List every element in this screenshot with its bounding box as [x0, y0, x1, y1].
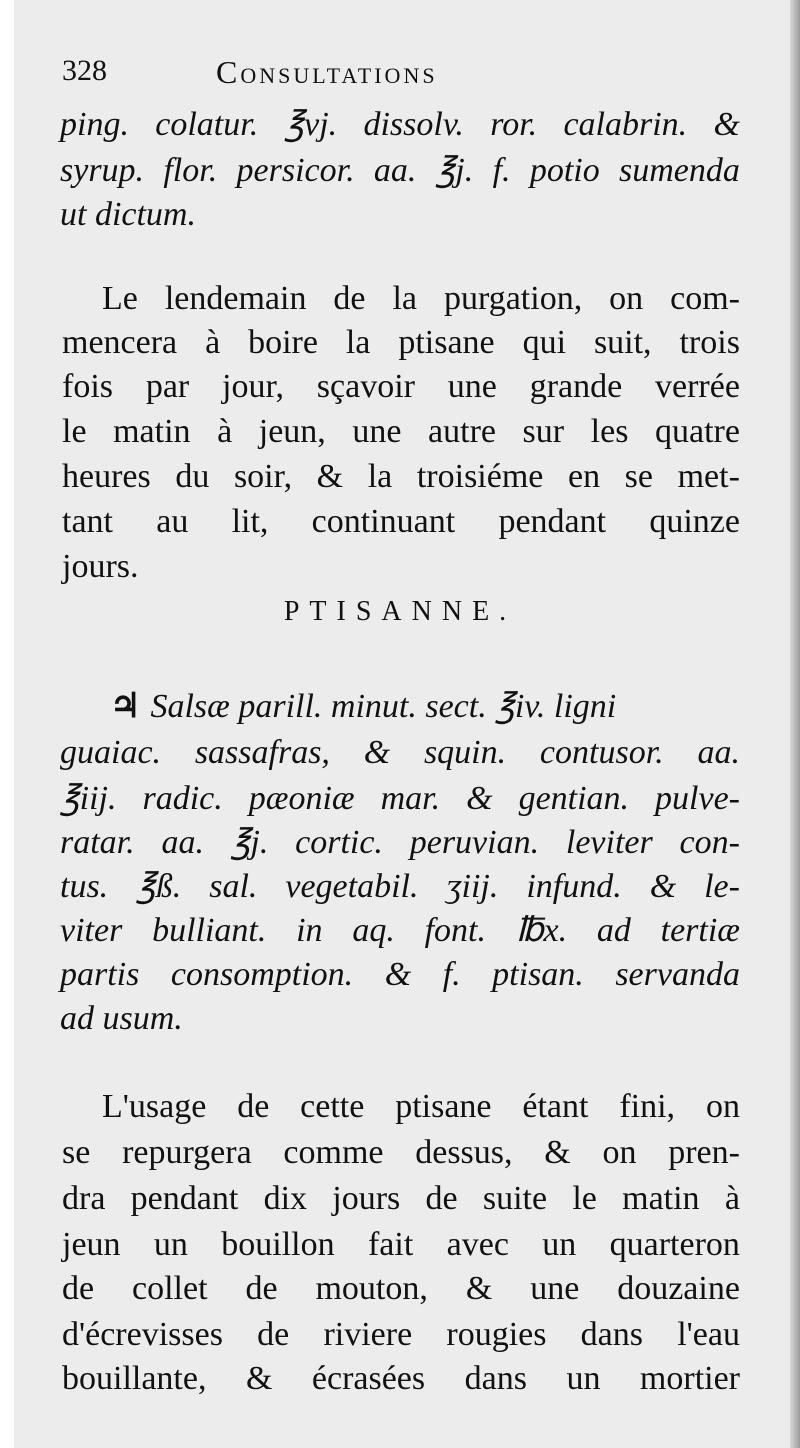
- text-line: le matin à jeun, une autre sur les quatre: [62, 413, 740, 450]
- running-head: Consultations: [216, 54, 438, 90]
- latin-line: syrup. flor. persicor. aa. ℥j. f. potio sumenda: [60, 152, 740, 189]
- text-line: heures du soir, & la troisiéme en se met-: [62, 458, 740, 495]
- latin-line: Salsæ parill. minut. sect. ℥iv. ligni: [150, 688, 617, 725]
- page-number: 328: [62, 54, 107, 87]
- section-title: PTISANNE.: [283, 596, 517, 627]
- text-line: d'écrevisses de riviere rougies dans l'eau: [62, 1316, 740, 1353]
- recipe-first-line: [110, 690, 740, 724]
- latin-line: viter bulliant. in aq. font. ℔x. ad tertiæ: [60, 912, 740, 949]
- text-line: fois par jour, sçavoir une grande verrée: [62, 368, 740, 405]
- text-line: de collet de mouton, & une douzaine: [62, 1270, 740, 1307]
- latin-line: ad usum.: [60, 1000, 183, 1037]
- text-line: dra pendant dix jours de suite le matin à: [62, 1180, 740, 1217]
- latin-line: ping. colatur. ℥vj. dissolv. ror. calabrin. &: [60, 106, 740, 143]
- page-gutter-shadow: [790, 0, 800, 1448]
- text-line: se repurgera comme dessus, & on pren-: [62, 1134, 740, 1171]
- latin-line: partis consomption. & f. ptisan. servanda: [60, 956, 740, 993]
- latin-line: guaiac. sassafras, & squin. contusor. aa.: [60, 734, 740, 771]
- text-line: Le lendemain de la purgation, on com-: [102, 280, 740, 317]
- page-left-margin: [0, 0, 14, 1448]
- page-header: [0, 56, 800, 92]
- text-line: bouillante, & écrasées dans un mortier: [62, 1360, 740, 1397]
- text-line: tant au lit, continuant pendant quinze: [62, 503, 740, 540]
- latin-line: ut dictum.: [60, 196, 196, 233]
- text-line: jeun un bouillon fait avec un quarteron: [62, 1226, 740, 1263]
- recipe-symbol: ♃: [110, 688, 141, 725]
- latin-line: tus. ℥ß. sal. vegetabil. ʒiij. infund. & le-: [60, 868, 740, 905]
- text-line: jours.: [62, 548, 139, 585]
- latin-line: ratar. aa. ℥j. cortic. peruvian. leviter con-: [60, 824, 740, 861]
- text-line: L'usage de cette ptisane étant fini, on: [102, 1088, 740, 1125]
- latin-line: ℥iij. radic. pæoniæ mar. & gentian. pulve-: [60, 780, 740, 817]
- text-line: mencera à boire la ptisane qui suit, trois: [62, 324, 740, 361]
